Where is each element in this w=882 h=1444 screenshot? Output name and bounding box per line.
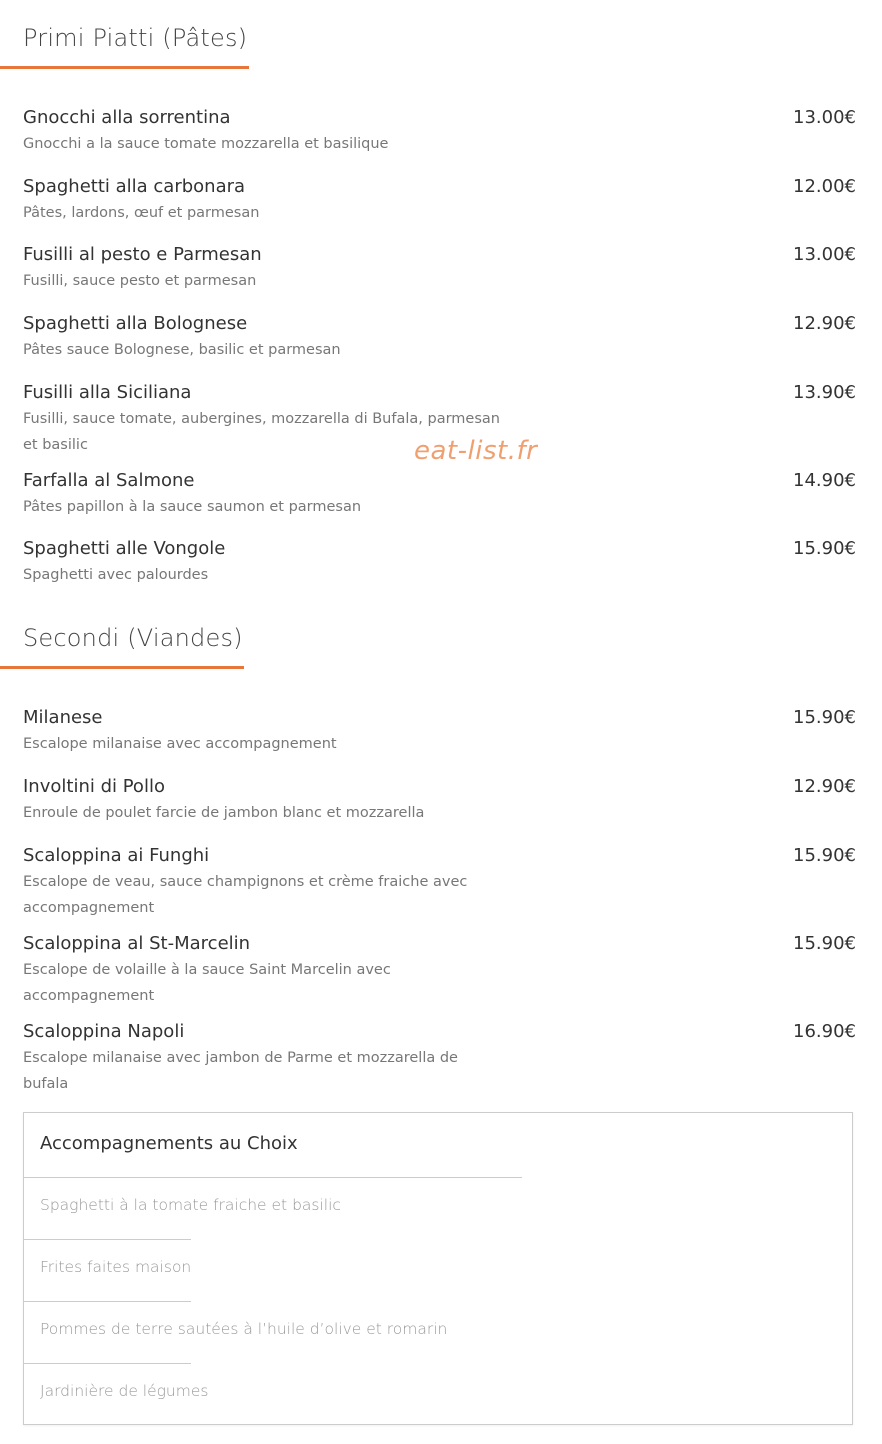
item-price: 12.90€ xyxy=(793,313,856,334)
section-underline xyxy=(0,66,249,69)
item-name: Scaloppina al St-Marcelin xyxy=(23,933,251,954)
item-description: Pâtes papillon à la sauce saumon et parmesan xyxy=(23,499,362,515)
item-name: Scaloppina Napoli xyxy=(23,1021,185,1042)
item-price: 13.00€ xyxy=(793,107,856,128)
menu-item xyxy=(23,312,856,363)
item-price: 13.90€ xyxy=(793,382,856,403)
item-price: 15.90€ xyxy=(793,538,856,559)
item-name: Milanese xyxy=(23,707,103,728)
item-description: Pâtes, lardons, œuf et parmesan xyxy=(23,205,260,221)
item-description: Escalope de veau, sauce champignons et crème fraiche avec accompagnement xyxy=(23,874,468,916)
item-description: Gnocchi a la sauce tomate mozzarella et basilique xyxy=(23,136,389,152)
menu-item xyxy=(23,243,856,294)
item-price: 15.90€ xyxy=(793,845,856,866)
item-name: Gnocchi alla sorrentina xyxy=(23,107,231,128)
menu-item xyxy=(23,932,856,1009)
section-underline xyxy=(0,666,244,669)
menu-item xyxy=(23,106,856,157)
item-description: Pâtes sauce Bolognese, basilic et parmesan xyxy=(23,342,341,358)
item-price: 12.00€ xyxy=(793,176,856,197)
side-option-label: Pommes de terre sautées à l’huile d’olive et romarin xyxy=(40,1320,448,1338)
item-price: 16.90€ xyxy=(793,1021,856,1042)
item-name: Spaghetti alle Vongole xyxy=(23,538,226,559)
item-description: Fusilli, sauce tomate, aubergines, mozzarella di Bufala, parmesan et basilic xyxy=(23,411,500,453)
item-description: Enroule de poulet farcie de jambon blanc et mozzarella xyxy=(23,805,425,821)
side-option xyxy=(24,1302,524,1364)
item-price: 12.90€ xyxy=(793,776,856,797)
menu-item xyxy=(23,706,856,757)
item-name: Involtini di Pollo xyxy=(23,776,165,797)
side-option-label: Spaghetti à la tomate fraiche et basilic xyxy=(40,1196,341,1214)
item-price: 15.90€ xyxy=(793,933,856,954)
item-name: Fusilli al pesto e Parmesan xyxy=(23,244,262,265)
section-title-secondi: Secondi (Viandes) xyxy=(23,624,243,652)
menu-item xyxy=(23,1020,856,1097)
sides-title: Accompagnements au Choix xyxy=(40,1133,298,1154)
watermark: eat-list.fr xyxy=(414,436,538,466)
section-title-primi-piatti: Primi Piatti (Pâtes) xyxy=(23,24,248,52)
menu-item xyxy=(23,775,856,826)
item-name: Spaghetti alla carbonara xyxy=(23,176,246,197)
menu-item xyxy=(23,469,856,520)
item-name: Fusilli alla Siciliana xyxy=(23,382,192,403)
menu-item xyxy=(23,537,856,588)
item-name: Farfalla al Salmone xyxy=(23,470,195,491)
item-description: Fusilli, sauce pesto et parmesan xyxy=(23,273,257,289)
side-option xyxy=(24,1364,524,1426)
item-price: 15.90€ xyxy=(793,707,856,728)
side-option-label: Frites faites maison xyxy=(40,1258,192,1276)
item-price: 14.90€ xyxy=(793,470,856,491)
item-description: Escalope milanaise avec jambon de Parme et mozzarella de bufala xyxy=(23,1050,458,1092)
item-description: Escalope de volaille à la sauce Saint Marcelin avec accompagnement xyxy=(23,962,391,1004)
menu-item xyxy=(23,844,856,921)
side-option xyxy=(24,1178,524,1240)
menu-item xyxy=(23,175,856,226)
item-description: Escalope milanaise avec accompagnement xyxy=(23,736,337,752)
side-option xyxy=(24,1240,524,1302)
item-description: Spaghetti avec palourdes xyxy=(23,567,209,583)
item-price: 13.00€ xyxy=(793,244,856,265)
item-name: Spaghetti alla Bolognese xyxy=(23,313,248,334)
side-option-label: Jardinière de légumes xyxy=(40,1382,209,1400)
sides-panel xyxy=(23,1112,853,1425)
item-name: Scaloppina ai Funghi xyxy=(23,845,210,866)
